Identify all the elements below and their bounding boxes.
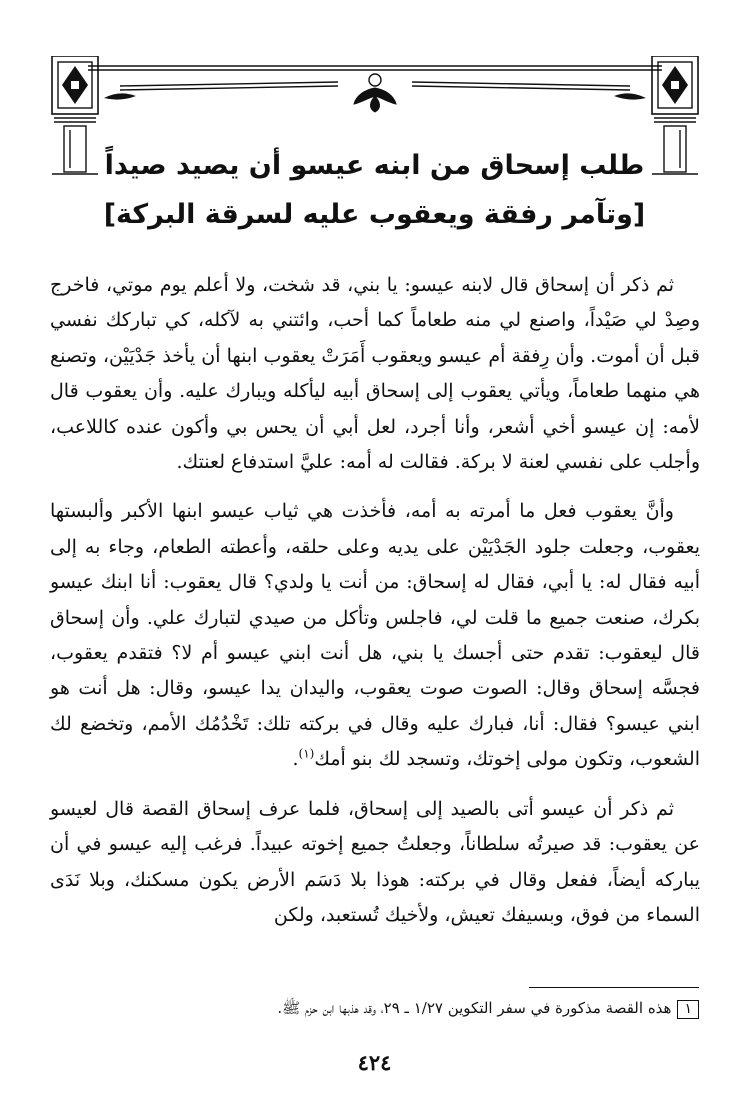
footnote-number: ١ xyxy=(677,1000,699,1019)
footnote-reference[interactable]: (١) xyxy=(298,746,315,761)
page-number: ٤٢٤ xyxy=(357,1050,392,1075)
paragraph xyxy=(50,494,700,777)
body-text xyxy=(50,268,700,933)
paragraph-end-mark: . xyxy=(292,748,299,771)
paragraph-text: وأنَّ يعقوب فعل ما أمرته به أمه، فأخذت هي ثياب عيسو ابنها الأكبر وألبستها يعقوب، وجعلت جلود الجَدْيَيْن على يديه وعلى حلقه، وأعطته الطعام، وجاء به إلى أبيه فقال له: يا أبي، فقال له إسحاق: من أنت يا ولدي؟ قال يعقوب: أنا ابنك عيسو بكرك، صنعت جميع ما قلت لي، فاجلس وتأكل من صيدي لتبارك علي. وأن إسحاق قال ليعقوب: تقدم حتى أجسك يا بني، هل أنت ابني عيسو أم لا؟ فتقدم يعقوب، فجسَّه إسحاق وقال: الصوت صوت يعقوب، واليدان يدا عيسو، وقال: هل أنت هو ابني عيسو؟ فقال: أنا، فبارك عليه وقال في بركته تلك: تَخْدُمُك الأمم، وتخضع لك الشعوب، وتكون مولى إخوتك، وتسجد لك بنو أمك xyxy=(50,500,700,771)
chapter-title: طلب إسحاق من ابنه عيسو أن يصيد صيداً xyxy=(104,150,645,181)
footnote-text: هذه القصة مذكورة في سفر التكوين ١/٢٧ ـ ٢٩، وقد هذبها ابن حزم ﷺ. xyxy=(277,999,672,1017)
footnote xyxy=(50,996,699,1020)
paragraph: ثم ذكر أن عيسو أتى بالصيد إلى إسحاق، فلما عرف إسحاق القصة قال لعيسو عن يعقوب: قد صيرتُه سلطاناً، وجعلتُ جميع إخوته عبيداً. فرغب إليه عيسو في أن يباركه أيضاً، ففعل وقال في بركته: هوذا بلا دَسَم الأرض يكون مسكنك، وبلا نَدَى السماء من فوق، وبسيفك تعيش، ولأخيك تُستعبد، ولكن xyxy=(50,797,700,926)
paragraph: ثم ذكر أن إسحاق قال لابنه عيسو: يا بني، قد شخت، ولا أعلم يوم موتي، فاخرج وصِدْ لي صَيْداً، واصنع لي منه طعاماً كما أحب، وائتني به لآكله، كي تباركك نفسي قبل أن أموت. وأن رِفقة أم عيسو ويعقوب أَمَرَتْ يعقوب ابنها أن يأخذ جَدْيَيْن، وتصنع هي منهما طعاماً، ويأتي يعقوب إلى إسحاق أبيه ليأكله ويبارك عليه. وأن يعقوب قال لأمه: إن عيسو أخي أشعر، وأنا أجرد، لعل أبي أن يحس بي وأكون عنده كاللاعب، وأجلب على نفسي لعنة لا بركة. فقالت له أمه: عليَّ استدفاع لعنتك. xyxy=(50,274,700,474)
footnote-divider xyxy=(529,987,699,988)
chapter-subtitle: [وتآمر رفقة ويعقوب عليه لسرقة البركة] xyxy=(103,199,646,230)
